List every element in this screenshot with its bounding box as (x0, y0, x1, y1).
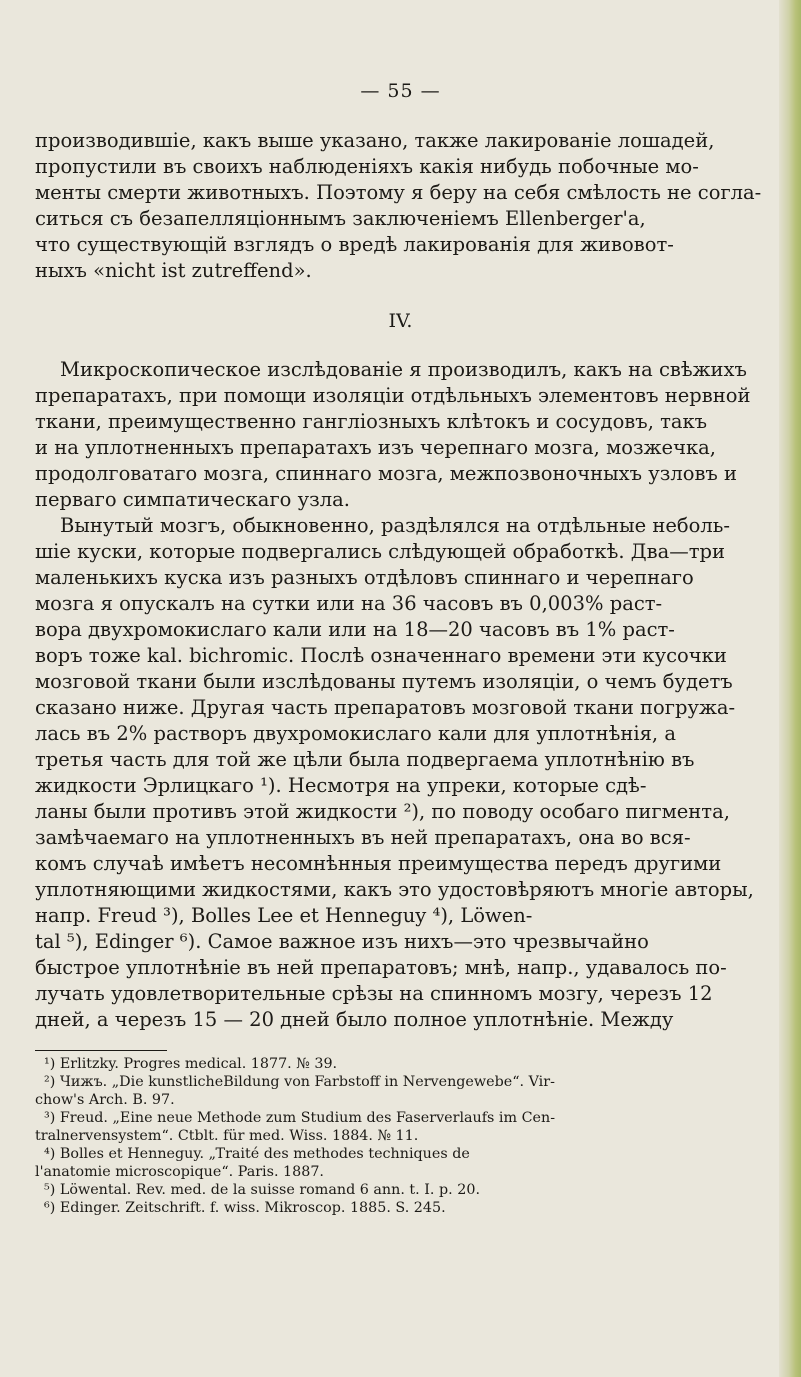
text-line: маленькихъ куска изъ разныхъ отдѣловъ спиннаго и черепнаго (35, 566, 694, 589)
footnote: chow's Arch. B. 97. (35, 1092, 175, 1108)
text-line: напр. Freud ³), Bolles Lee et Henneguy ⁴), Löwen- (35, 904, 533, 927)
text-line: ныхъ «nicht ist zutreffend». (35, 259, 312, 282)
text-line: уплотняющими жидкостями, какъ это удостовѣряютъ многіе авторы, (35, 878, 754, 901)
footnote: tralnervensystem“. Ctblt. für med. Wiss. 1884. № 11. (35, 1128, 419, 1144)
text-line: воръ тоже kal. bichromic. Послѣ означеннаго времени эти кусочки (35, 644, 727, 667)
text-line: и на уплотненныхъ препаратахъ изъ черепнаго мозга, мозжечка, (35, 436, 716, 459)
page-number: — 55 — (360, 80, 441, 102)
text-line: ситься съ безапелляціоннымъ заключеніемъ Ellenberger'a, (35, 207, 646, 230)
footnote: l'anatomie microscopique“. Paris. 1887. (35, 1164, 324, 1180)
footnote-rule (35, 1050, 167, 1051)
section-heading: IV. (388, 310, 413, 332)
text-line: замѣчаемаго на уплотненныхъ въ ней препаратахъ, она во вся- (35, 826, 691, 849)
text-line: менты смерти животныхъ. Поэтому я беру на себя смѣлость не согла- (35, 181, 762, 204)
text-line: сказано ниже. Другая часть препаратовъ мозговой ткани погружа- (35, 696, 736, 719)
text-line: быстрое уплотнѣніе въ ней препаратовъ; мнѣ, напр., удавалось по- (35, 956, 727, 979)
text-line: лась въ 2% растворъ двухромокислаго кали для уплотнѣнія, а (35, 722, 676, 745)
text-line: мозговой ткани были изслѣдованы путемъ изоляціи, о чемъ будетъ (35, 670, 733, 693)
text-line: жидкости Эрлицкаго ¹). Несмотря на упреки, которые сдѣ- (35, 774, 647, 797)
footnote: ³) Freud. „Eine neue Methode zum Studium des Faserverlaufs im Cen- (44, 1110, 556, 1126)
text-line: мозга я опускалъ на сутки или на 36 часовъ въ 0,003% раст- (35, 592, 663, 615)
text-line: Микроскопическое изслѣдованіе я производилъ, какъ на свѣжихъ (60, 358, 747, 381)
text-line: пропустили въ своихъ наблюденіяхъ какія нибудь побочные мо- (35, 155, 699, 178)
text-line: ланы были противъ этой жидкости ²), по поводу особаго пигмента, (35, 800, 730, 823)
text-line: Вынутый мозгъ, обыкновенно, раздѣлялся на отдѣльные неболь- (60, 514, 730, 537)
footnote: ⁶) Edinger. Zeitschrift. f. wiss. Mikroscop. 1885. S. 245. (44, 1200, 446, 1216)
text-line: вора двухромокислаго кали или на 18—20 часовъ въ 1% раст- (35, 618, 675, 641)
text-line: третья часть для той же цѣли была подвергаема уплотнѣнію въ (35, 748, 695, 771)
page-edge (779, 0, 801, 1377)
text-line: продолговатаго мозга, спиннаго мозга, межпозвоночныхъ узловъ и (35, 462, 738, 485)
footnote: ¹) Erlitzky. Progres medical. 1877. № 39. (44, 1056, 338, 1072)
text-line: ткани, преимущественно гангліозныхъ клѣтокъ и сосудовъ, такъ (35, 410, 708, 433)
footnote: ⁴) Bolles et Henneguy. „Traité des methodes techniques de (44, 1146, 470, 1162)
text-line: tal ⁵), Edinger ⁶). Самое важное изъ нихъ—это чрезвычайно (35, 930, 649, 953)
text-line: производившіе, какъ выше указано, также лакированіе лошадей, (35, 129, 715, 152)
text-line: что существующій взглядъ о вредѣ лакированія для живовот- (35, 233, 674, 256)
footnote: ²) Чижъ. „Die kunstlicheBildung von Farbstoff in Nervengewebe“. Vir- (44, 1074, 555, 1090)
text-line: препаратахъ, при помощи изоляціи отдѣльныхъ элементовъ нервной (35, 384, 751, 407)
text-line: перваго симпатическаго узла. (35, 488, 350, 511)
text-line: лучать удовлетворительные срѣзы на спинномъ мозгу, черезъ 12 (35, 982, 713, 1005)
text-line: шіе куски, которые подвергались слѣдующей обработкѣ. Два—три (35, 540, 725, 563)
text-line: дней, а черезъ 15 — 20 дней было полное уплотнѣніе. Между (35, 1008, 674, 1031)
footnote: ⁵) Löwental. Rev. med. de la suisse romand 6 ann. t. I. p. 20. (44, 1182, 480, 1198)
text-line: комъ случаѣ имѣетъ несомнѣнныя преимущества передъ другими (35, 852, 722, 875)
